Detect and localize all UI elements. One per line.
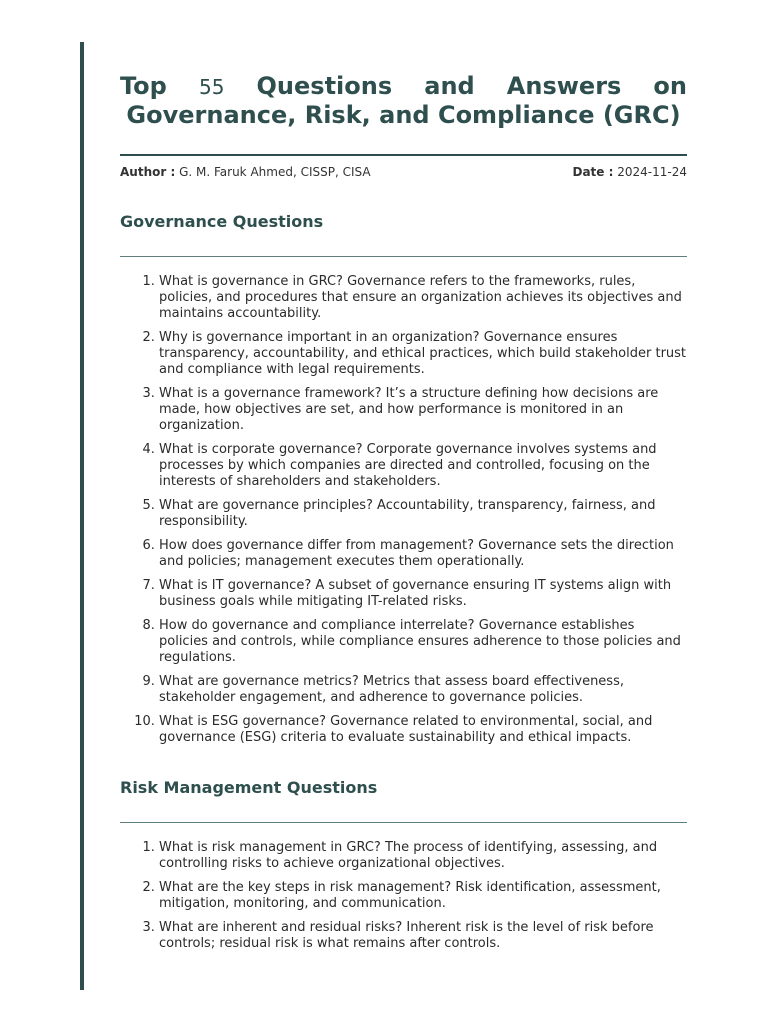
list-item: 9. What are governance metrics? Metrics that assess board effectiveness, stakeholder engagement, and adherence to governance policies. xyxy=(159,674,687,706)
left-accent-rule xyxy=(80,42,84,990)
section-divider-risk-management xyxy=(120,822,687,823)
author-name: G. M. Faruk Ahmed, CISSP, CISA xyxy=(179,165,371,179)
section-heading-governance: Governance Questions xyxy=(120,212,324,231)
list-item: 6. How does governance differ from management? Governance sets the direction and policies; management executes them operationally. xyxy=(159,538,687,570)
list-item: 5. What are governance principles? Accountability, transparency, fairness, and responsibility. xyxy=(159,498,687,530)
list-item: 4. What is corporate governance? Corporate governance involves systems and processes by which companies are directed and controlled, focusing on the interests of shareholders and stakeholders. xyxy=(159,442,687,490)
list-item: 2. Why is governance important in an organization? Governance ensures transparency, accountability, and ethical practices, which build stakeholder trust and compliance with legal requirements. xyxy=(159,330,687,378)
document-body xyxy=(120,72,687,960)
date-block xyxy=(573,165,688,179)
risk-question-list xyxy=(120,840,687,952)
list-item: 1. What is risk management in GRC? The process of identifying, assessing, and controlling risks to achieve organizational objectives. xyxy=(159,840,687,872)
section-divider-governance xyxy=(120,256,687,257)
title-line1-rest: Questions and Answers on xyxy=(256,72,687,100)
date-label: Date : xyxy=(572,165,614,179)
document-title xyxy=(120,72,687,129)
title-line2: Governance, Risk, and Compliance (GRC) xyxy=(126,101,681,129)
list-item: 2. What are the key steps in risk management? Risk identification, assessment, mitigation, monitoring, and communication. xyxy=(159,880,687,912)
list-item: 3. What is a governance framework? It’s a structure defining how decisions are made, how objectives are set, and how performance is monitored in an organization. xyxy=(159,386,687,434)
list-item: 1. What is governance in GRC? Governance refers to the frameworks, rules, policies, and procedures that ensure an organization achieves its objectives and maintains accountability. xyxy=(159,274,687,322)
list-item: 3. What are inherent and residual risks? Inherent risk is the level of risk before controls; residual risk is what remains after controls. xyxy=(159,920,687,952)
author-block xyxy=(120,165,371,179)
governance-question-list xyxy=(120,274,687,746)
title-divider xyxy=(120,154,687,156)
title-number: 55 xyxy=(198,75,225,99)
date-value: 2024-11-24 xyxy=(617,165,687,179)
list-item: 8. How do governance and compliance interrelate? Governance establishes policies and controls, while compliance ensures adherence to those policies and regulations. xyxy=(159,618,687,666)
list-item: 7. What is IT governance? A subset of governance ensuring IT systems align with business goals while mitigating IT-related risks. xyxy=(159,578,687,610)
list-item: 10. What is ESG governance? Governance related to environmental, social, and governance (ESG) criteria to evaluate sustainability and ethical impacts. xyxy=(159,714,687,746)
author-label: Author : xyxy=(120,165,176,179)
section-heading-risk-management: Risk Management Questions xyxy=(120,778,378,797)
document-meta xyxy=(120,165,687,179)
title-prefix: Top xyxy=(120,72,167,100)
